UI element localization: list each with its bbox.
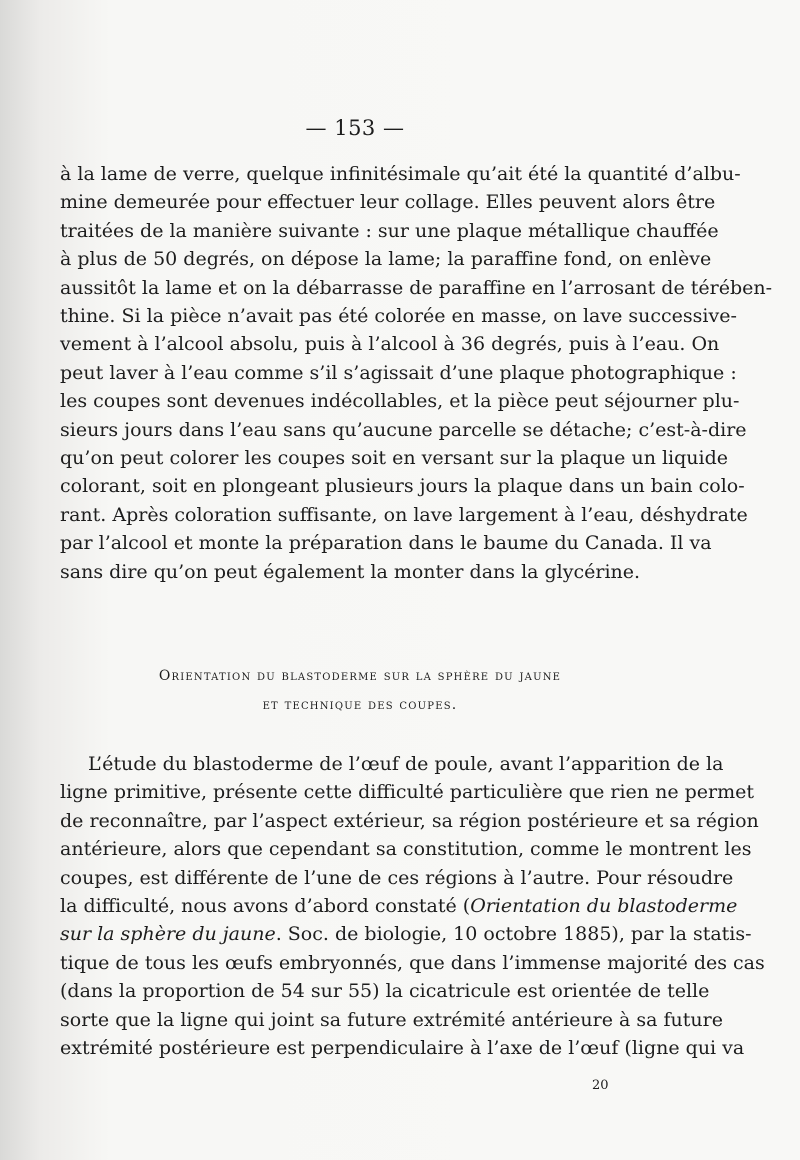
text-line: aussitôt la lame et on la débarrasse de paraffine en l’arrosant de térében- [60, 276, 773, 299]
text-line: rant. Après coloration suffisante, on lave largement à l’eau, déshydrate [60, 503, 748, 526]
text-line: antérieure, alors que cependant sa constitution, comme le montrent les [60, 838, 752, 861]
text-line: tique de tous les œufs embryonnés, que dans l’immense majorité des cas [60, 951, 765, 974]
text-line: sieurs jours dans l’eau sans qu’aucune parcelle se détache; c’est-à-dire [60, 418, 747, 441]
section-heading-line-2: et technique des coupes. [262, 697, 458, 713]
text-segment: . Soc. de biologie, 10 octobre 1885), par la statis- [275, 923, 752, 946]
text-segment: la difficulté, nous avons d’abord constaté ( [60, 895, 471, 918]
text-line [60, 920, 752, 948]
text-line: L’étude du blastoderme de l’œuf de poule, avant l’apparition de la [88, 753, 724, 775]
text-line: de reconnaître, par l’aspect extérieur, sa région postérieure et sa région [60, 809, 759, 832]
text-line: les coupes sont devenues indécollables, et la pièce peut séjourner plu- [60, 390, 740, 413]
text-line: qu’on peut colorer les coupes soit en versant sur la plaque un liquide [60, 447, 729, 470]
text-line: ligne primitive, présente cette difficulté particulière que rien ne permet [60, 781, 754, 804]
text-line: (dans la proportion de 54 sur 55) la cicatricule est orientée de telle [60, 980, 710, 1003]
text-line: traitées de la manière suivante : sur une plaque métallique chauffée [60, 219, 719, 242]
text-line [60, 892, 738, 920]
text-line: peut laver à l’eau comme s’il s’agissait d’une plaque photographique : [60, 361, 737, 384]
text-line: sans dire qu’on peut également la monter dans la glycérine. [60, 560, 641, 583]
text-line: colorant, soit en plongeant plusieurs jours la plaque dans un bain colo- [60, 475, 745, 498]
paragraph-continued [60, 160, 773, 586]
text-line: par l’alcool et monte la préparation dans le baume du Canada. Il va [60, 532, 712, 555]
text-line: vement à l’alcool absolu, puis à l’alcool à 36 degrés, puis à l’eau. On [60, 333, 720, 356]
page-number: — 153 — [305, 116, 405, 140]
citation-title: Orientation du blastoderme [470, 895, 738, 918]
text-line: coupes, est différente de l’une de ces régions à l’autre. Pour résoudre [60, 866, 734, 889]
citation-title: sur la sphère du jaune [60, 923, 276, 946]
text-line: mine demeurée pour effectuer leur collage. Elles peuvent alors être [60, 191, 716, 214]
text-line: thine. Si la pièce n’avait pas été colorée en masse, on lave successive- [60, 305, 737, 328]
text-line: à la lame de verre, quelque infinitésimale qu’ait été la quantité d’albu- [60, 163, 741, 185]
section-heading-line-1: Orientation du blastoderme sur la sphère du jaune [158, 668, 562, 684]
text-line: à plus de 50 degrés, on dépose la lame; la paraffine fond, on enlève [60, 248, 712, 271]
text-line: extrémité postérieure est perpendiculaire à l’axe de l’œuf (ligne qui va [60, 1037, 745, 1060]
paragraph-blastoderm [60, 750, 765, 1062]
text-line: sorte que la ligne qui joint sa future extrémité antérieure à sa future [60, 1008, 723, 1031]
signature-mark: 20 [592, 1078, 609, 1093]
